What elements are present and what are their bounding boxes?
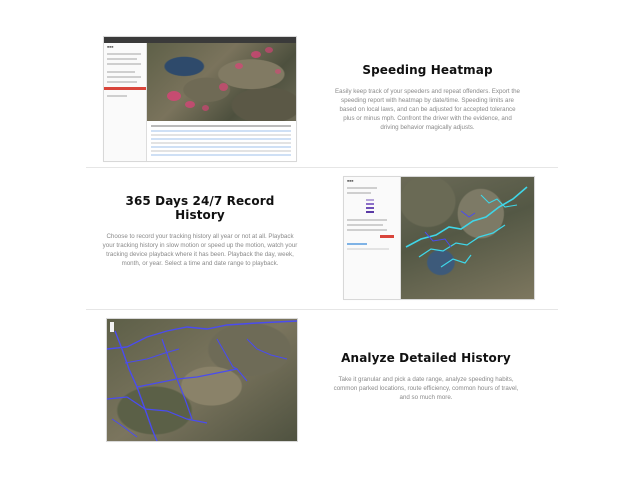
record-history-screenshot [343,176,535,300]
feature-title: Speeding Heatmap [362,63,493,77]
satellite-map[interactable] [401,177,534,299]
app-side-panel: ■■■ [104,43,147,161]
section-divider [86,309,558,310]
detailed-history-screenshot [106,318,298,442]
zoom-control[interactable] [110,322,114,332]
feature-description: Choose to record your tracking history all year or not at all. Playback your tracking history in slow motion or speed up the motion, watch your tracking device playback where it has been. Playback the day, week, month, or year. Select a time and date range to playback. [102,233,298,267]
satellite-map[interactable] [147,43,296,121]
app-side-panel: ■■■ [344,177,401,299]
satellite-map[interactable] [107,319,297,441]
section-divider [86,167,558,168]
feature-title: Analyze Detailed History [341,351,511,365]
history-track-lines [107,319,297,441]
history-track-lines [401,177,534,299]
feature-description: Take it granular and pick a date range, analyze speeding habits, common parked locations, route efficiency, common hours of travel, and so much more. [333,376,519,401]
feature-title: 365 Days 24/7 Record History [125,194,275,222]
report-table [147,121,296,161]
feature-description: Easily keep track of your speeders and repeat offenders. Export the speeding report with heatmap by date/time. Speeding limits are based on local laws, and can be adjusted for accepted tolerance plus or minus mph. Confront the driver with the evidence, and driving behavior magically adjusts. [335,88,520,131]
speeding-heatmap-screenshot [103,36,297,162]
